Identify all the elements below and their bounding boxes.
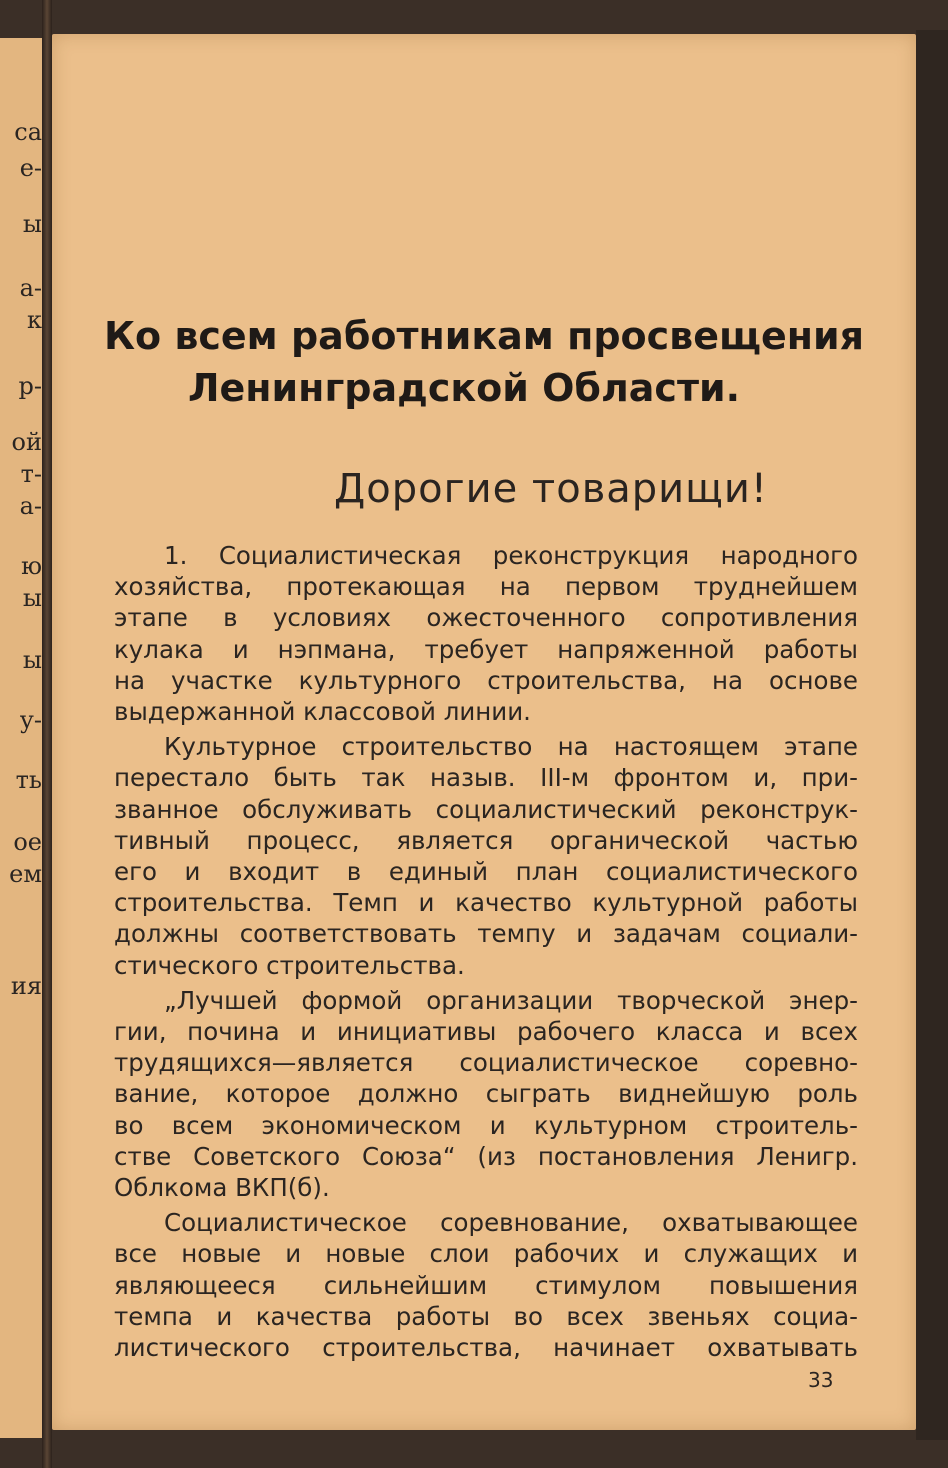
page-heading [52,310,916,414]
prev-page-fragment: у- [19,706,42,734]
prev-page-fragment: р- [18,372,42,400]
document-page [52,34,916,1430]
page-number: 33 [808,1368,834,1392]
text-line: Облкома ВКП(б). [114,1173,330,1203]
text-line: стического строительства. [114,950,465,980]
text-line: должны соответствовать темпу и задачам социали- [114,919,858,949]
heading-line-2: Ленинградской Области. [187,366,741,410]
paragraph-2 [114,731,858,981]
prev-page-fragment: са [14,118,42,146]
text-line: кулака и нэпмана, требует напряженной работы [114,634,858,664]
paragraph-3 [114,985,858,1203]
text-line: все новые и новые слои рабочих и служащих и [114,1239,858,1269]
text-line: темпа и качества работы во всех звеньях социа- [114,1301,858,1331]
prev-page-fragment: ой [11,428,42,456]
prev-page-fragment: ем [9,860,42,888]
prev-page-fragment: а- [19,274,42,302]
text-line: хозяйства, протекающая на первом труднейшем [114,572,858,602]
text-line: строительства. Темп и качество культурной работы [114,888,858,918]
prev-page-fragment: к [27,306,42,334]
paragraph-1 [114,540,858,727]
heading-line-1: Ко всем работникам просвещения [103,314,865,358]
text-line: Культурное строительство на настоящем этапе [164,732,858,762]
paragraph-4 [114,1207,858,1363]
text-line: выдержанной классовой линии. [114,697,531,727]
text-line: этапе в условиях ожесточенного сопротивления [114,603,858,633]
book-gutter [42,0,52,1468]
prev-page-fragment: ы [22,584,42,612]
prev-page-fragment: ое [13,828,42,856]
text-line: „Лучшей формой организации творческой энер- [164,985,858,1015]
prev-page-fragment: ия [10,972,42,1000]
prev-page-fragment: ю [21,552,42,580]
prev-page-fragment: ть [15,766,42,794]
text-line: стве Советского Союза“ (из постановления Ленигр. [114,1141,858,1171]
text-line: во всем экономическом и культурном строитель- [114,1110,858,1140]
prev-page-fragment: а- [19,492,42,520]
text-line: трудящихся—является социалистическое соревно- [114,1048,858,1078]
text-line: вание, которое должно сыграть виднейшую роль [114,1079,858,1109]
text-line: званное обслуживать социалистический реконструк- [114,794,858,824]
greeting: Дорогие товарищи! [334,466,768,512]
prev-page-fragment: ы [22,210,42,238]
prev-page-fragment: ы [22,646,42,674]
text-line: его и входит в единый план социалистического [114,857,858,887]
text-line: листического строительства, начинает охватывать [114,1333,858,1363]
prev-page-fragment: е- [19,154,42,182]
scan-background [916,30,948,1440]
text-line: на участке культурного строительства, на основе [114,665,858,695]
text-line: гии, почина и инициативы рабочего класса и всех [114,1017,858,1047]
text-line: Социалистическое соревнование, охватывающее [164,1208,858,1238]
text-line: перестало быть так назыв. III-м фронтом и, при- [114,763,858,793]
prev-page-fragment: т- [20,460,42,488]
text-line: тивный процесс, является органической частью [114,825,858,855]
previous-page-edge [0,38,42,1438]
body-text [114,540,858,1367]
text-line: являющееся сильнейшим стимулом повышения [114,1270,858,1300]
text-line: 1. Социалистическая реконструкция народного [164,541,858,570]
